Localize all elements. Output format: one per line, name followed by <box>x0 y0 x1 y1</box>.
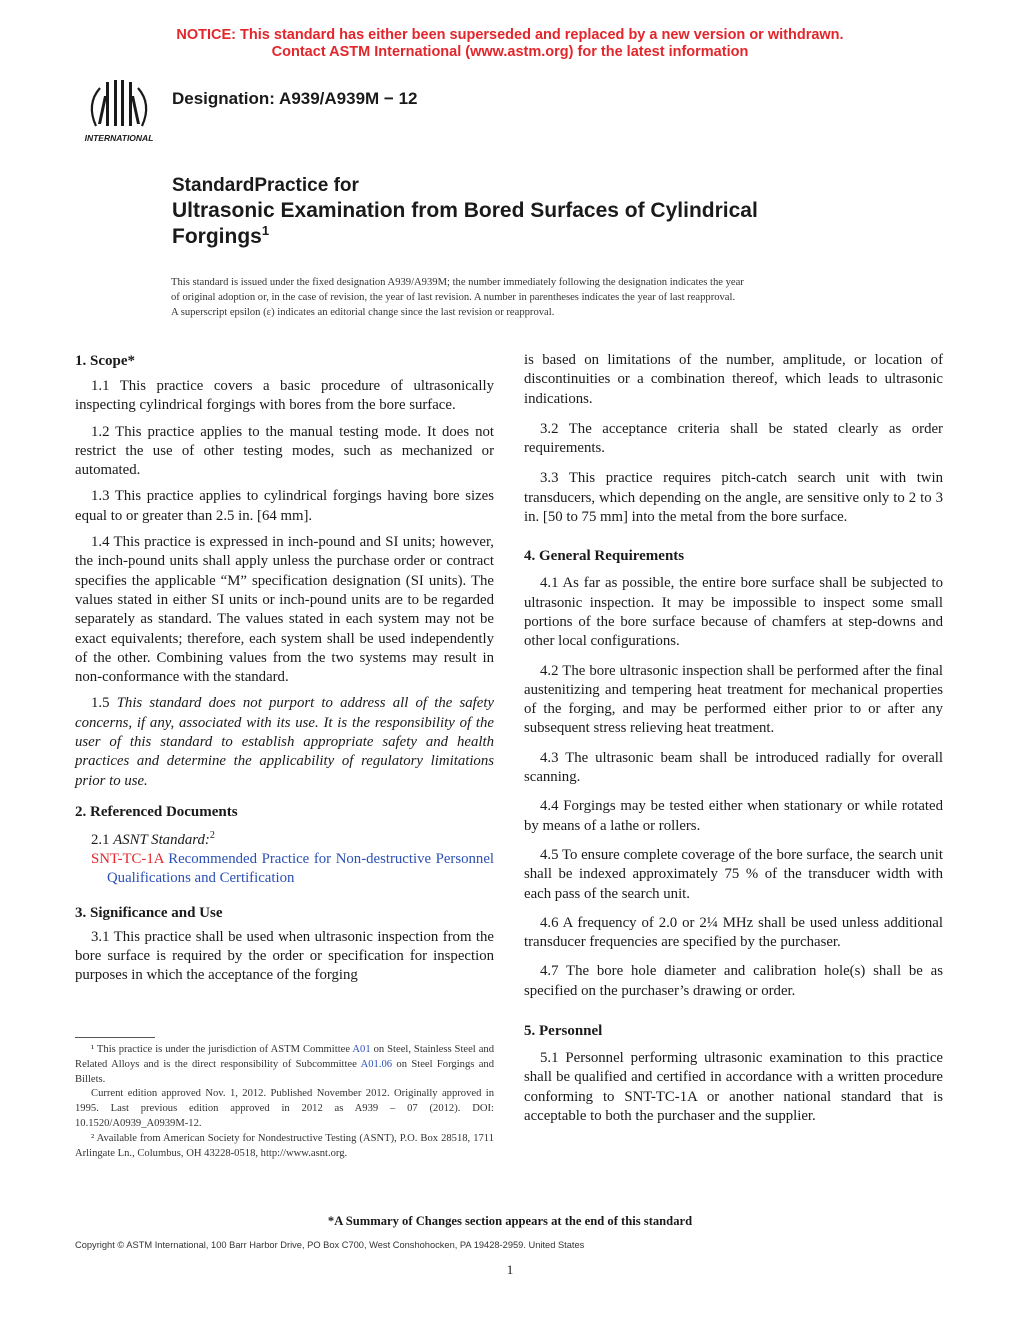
reference-title-link[interactable]: Recommended Practice for Non-destructive Personnel Qualifications and Certification <box>107 851 494 887</box>
section-3-heading: 3. Significance and Use <box>75 904 223 921</box>
designation: Designation: A939/A939M − 12 <box>172 89 418 108</box>
title-footnote-ref: 1 <box>261 223 270 238</box>
footnote-1 <box>75 1043 494 1087</box>
reference-code-link[interactable]: SNT-TC-1A <box>91 851 164 868</box>
title-block <box>172 174 872 250</box>
right-column <box>524 351 943 1126</box>
footnote-1-edition: Current edition approved Nov. 1, 2012. Published November 2012. Originally approved in 1995. Last previous edition approved in 2012 as A939 – 07 (2012). DOI: 10.1520/A0939_A0939M-12. <box>75 1088 494 1129</box>
para-2-1-footnote-ref: 2 <box>209 829 215 841</box>
intro-line-1: This standard is issued under the fixed designation A939/A939M; the number immediately following the designation indicates the year <box>171 277 744 288</box>
para-1-2: 1.2 This practice applies to the manual testing mode. It does not restrict the use of other testing modes, such as mechanized or automated. <box>75 423 494 479</box>
para-3-1-continued: is based on limitations of the number, amplitude, or location of discontinuities or a combination thereof, which leads to ultrasonic indications. <box>524 352 943 407</box>
reference-snt-tc-1a[interactable] <box>75 850 494 889</box>
para-5-1: 5.1 Personnel performing ultrasonic examination to this practice shall be qualified and certified in accordance with a written procedure conforming to SNT-TC-1A or another national standard that is acceptable to both the purchaser and the supplier. <box>524 1050 943 1124</box>
section-5-heading: 5. Personnel <box>524 1023 603 1040</box>
intro-line-2: of original adoption or, in the case of revision, the year of last revision. A number in parentheses indicates the year of last reapproval. <box>171 292 736 303</box>
footnote-1-text-b: on Steel, Stainless Steel and Related Alloys and is the direct responsibility of Subcommittee <box>75 1044 494 1070</box>
section-4-heading: 4. General Requirements <box>524 548 685 565</box>
para-4-3: 4.3 The ultrasonic beam shall be introduced radially for overall scanning. <box>524 749 943 786</box>
title-line-2 <box>172 224 872 250</box>
title-line-1: Ultrasonic Examination from Bored Surfaces of Cylindrical <box>172 199 758 222</box>
footnotes <box>75 1043 494 1161</box>
para-4-1: 4.1 As far as possible, the entire bore surface shall be subjected to ultrasonic inspection. It may be impossible to inspect some small portions of the bore surface because of chamfers at step-downs and other local configurations. <box>524 575 943 650</box>
title-line-2-text: Forgings <box>172 225 262 248</box>
title-prefix: StandardPractice for <box>172 175 359 196</box>
para-2-1 <box>75 826 494 850</box>
issuance-note <box>171 275 851 320</box>
para-2-1-text: ASNT Standard: <box>113 831 210 848</box>
astm-logo-icon <box>76 76 162 146</box>
para-3-1: 3.1 This practice shall be used when ultrasonic inspection from the bore surface is required by the order or specification for inspection purposes in which the acceptance of the forging <box>75 928 494 984</box>
para-2-1-number: 2.1 <box>91 831 114 848</box>
para-1-3: 1.3 This practice applies to cylindrical forgings having bore sizes equal to or greater than 2.5 in. [64 mm]. <box>75 488 494 524</box>
left-column <box>75 351 494 986</box>
footnote-divider <box>75 1037 155 1038</box>
summary-of-changes-note: *A Summary of Changes section appears at the end of this standard <box>327 1214 693 1228</box>
para-1-5-number: 1.5 <box>91 695 117 712</box>
para-4-5: 4.5 To ensure complete coverage of the bore surface, the search unit shall be indexed approximately 75 % of the transducer width with each pass of the search unit. <box>524 846 943 902</box>
para-3-3: 3.3 This practice requires pitch-catch search unit with twin transducers, which depending on the angle, are sensitive only to 2 to 3 in. [50 to 75 mm] into the metal from the bore surface. <box>524 470 943 526</box>
footnote-1-text-c: on Steel Forgings and Billets. <box>75 1058 494 1085</box>
notice-line-1: NOTICE: This standard has either been superseded and replaced by a new version or withdrawn. <box>176 27 844 43</box>
copyright-line: Copyright © ASTM International, 100 Barr Harbor Drive, PO Box C700, West Conshohocken, PA 19428-2959. United States <box>75 1240 585 1250</box>
logo-subtitle: INTERNATIONAL <box>84 133 154 143</box>
footnote-2: ² Available from American Society for Nondestructive Testing (ASNT), P.O. Box 28518, 1711 Arlingate Ln., Columbus, OH 43228-0518, http://www.asnt.org. <box>75 1132 494 1159</box>
astm-logo <box>76 76 162 146</box>
para-4-2: 4.2 The bore ultrasonic inspection shall be performed after the final austenitizing and tempering heat treatment for mechanical properties of the forging, and may be performed either prior to or after any subsequent stress relieving heat treatment. <box>524 662 943 737</box>
para-1-5-text: This standard does not purport to address all of the safety concerns, if any, associated with its use. It is the responsibility of the user of this standard to establish appropriate safety and health practices and determine the applicability of regulatory limitations prior to use. <box>75 695 494 789</box>
para-4-4: 4.4 Forgings may be tested either when stationary or while rotated by means of a lathe or rollers. <box>524 798 943 834</box>
section-1-heading: 1. Scope* <box>75 353 135 369</box>
subcommittee-a01-06-link[interactable]: A01.06 <box>360 1058 393 1070</box>
committee-a01-link[interactable]: A01 <box>352 1044 371 1055</box>
notice-line-2: Contact ASTM International (www.astm.org) for the latest information <box>271 44 749 60</box>
para-1-4: 1.4 This practice is expressed in inch-pound and SI units; however, the inch-pound units shall apply unless the purchase order or contract specifies the applicable “M” specification designation (SI units). The values stated in either SI units or inch-pound units are to be regarded separately as standard. The values stated in each system may not be exact equivalents; therefore, each system shall be used independently of the other. Combining values from the two systems may result in non-conformance with the standard. <box>75 534 494 686</box>
intro-line-3: A superscript epsilon (ε) indicates an editorial change since the last revision or reapproval. <box>171 307 555 318</box>
para-4-7: 4.7 The bore hole diameter and calibration hole(s) shall be as specified on the purchaser’s drawing or order. <box>524 963 943 999</box>
para-1-1: 1.1 This practice covers a basic procedure of ultrasonically inspecting cylindrical forgings with bores from the bore surface. <box>75 378 494 414</box>
page-number: 1 <box>506 1262 514 1277</box>
para-3-2: 3.2 The acceptance criteria shall be stated clearly as order requirements. <box>524 420 943 457</box>
section-2-heading: 2. Referenced Documents <box>75 803 238 820</box>
withdrawal-notice <box>0 27 1020 61</box>
footnote-1-text-a: ¹ This practice is under the jurisdiction of ASTM Committee <box>91 1044 353 1055</box>
para-4-6: 4.6 A frequency of 2.0 or 2¼ MHz shall be used unless additional transducer frequencies are specified by the purchaser. <box>524 914 943 951</box>
para-1-5 <box>75 694 494 790</box>
